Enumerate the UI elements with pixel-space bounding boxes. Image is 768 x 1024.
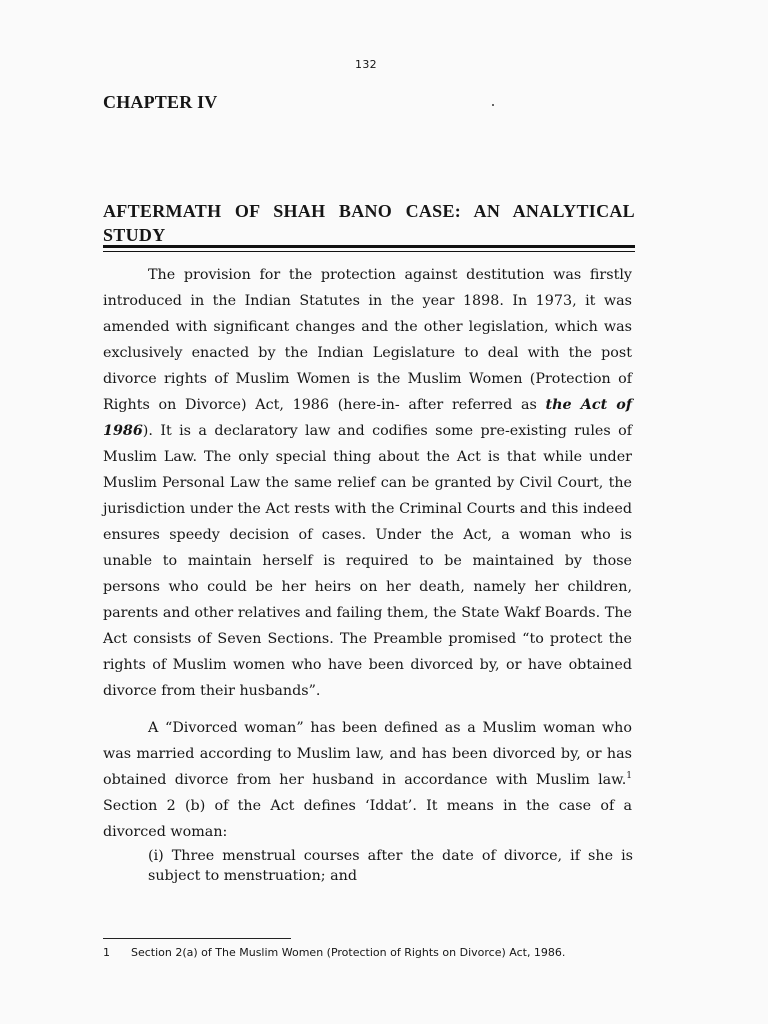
title-rule-thick: [103, 245, 635, 248]
chapter-label: CHAPTER IV: [103, 92, 218, 112]
paragraph-2-text-a: A “Divorced woman” has been defined as a Muslim woman who was married according to Muslim law, and has been divorced by, or has obtained divorce from her husband in accordance with Muslim law.: [103, 720, 632, 788]
paragraph-1-text-b: ). It is a declaratory law and codifies some pre-existing rules of Muslim Law. The only special thing about the Act is that while under Muslim Personal Law the same relief can be granted by Civil Court, the jurisdiction under the Act rests with the Criminal Courts and this indeed ensures speedy decision of cases. Under the Act, a woman who is unable to maintain herself is required to be maintained by those persons who could be her heirs on her death, namely her children, parents and other relatives and failing them, the State Wakf Boards. The Act consists of Seven Sections. The Preamble promised “to protect the rights of Muslim women who have been divorced by, or have obtained divorce from their husbands”.: [103, 423, 632, 699]
footnote: [103, 946, 643, 959]
footnote-text: Section 2(a) of The Muslim Women (Protection of Rights on Divorce) Act, 1986.: [131, 946, 566, 959]
list-item-i: (i) Three menstrual courses after the date of divorce, if she is subject to menstruation; and: [148, 848, 633, 884]
title-rule-thin: [103, 251, 635, 252]
footnote-reference: 1: [626, 771, 632, 782]
paragraph-1: [103, 262, 632, 704]
page-number: 132: [355, 58, 377, 71]
paragraph-2-text-b: Section 2 (b) of the Act defines ‘Iddat’. It means in the case of a divorced woman:: [103, 798, 632, 840]
footnote-divider: [103, 938, 291, 939]
act-reference: the Act of 1986: [103, 397, 632, 439]
footnote-number: 1: [103, 946, 110, 959]
chapter-title: AFTERMATH OF SHAH BANO CASE: AN ANALYTICAL STUDY: [103, 201, 635, 245]
paragraph-2: [103, 715, 632, 845]
scan-artifact-dot: [492, 104, 494, 106]
paragraph-1-text-a: The provision for the protection against destitution was firstly introduced in the Indian Statutes in the year 1898. In 1973, it was amended with significant changes and the other legislation, which was exclusively enacted by the Indian Legislature to deal with the post divorce rights of Muslim Women is the Muslim Women (Protection of Rights on Divorce) Act, 1986 (here-in- after referred as: [103, 267, 632, 413]
